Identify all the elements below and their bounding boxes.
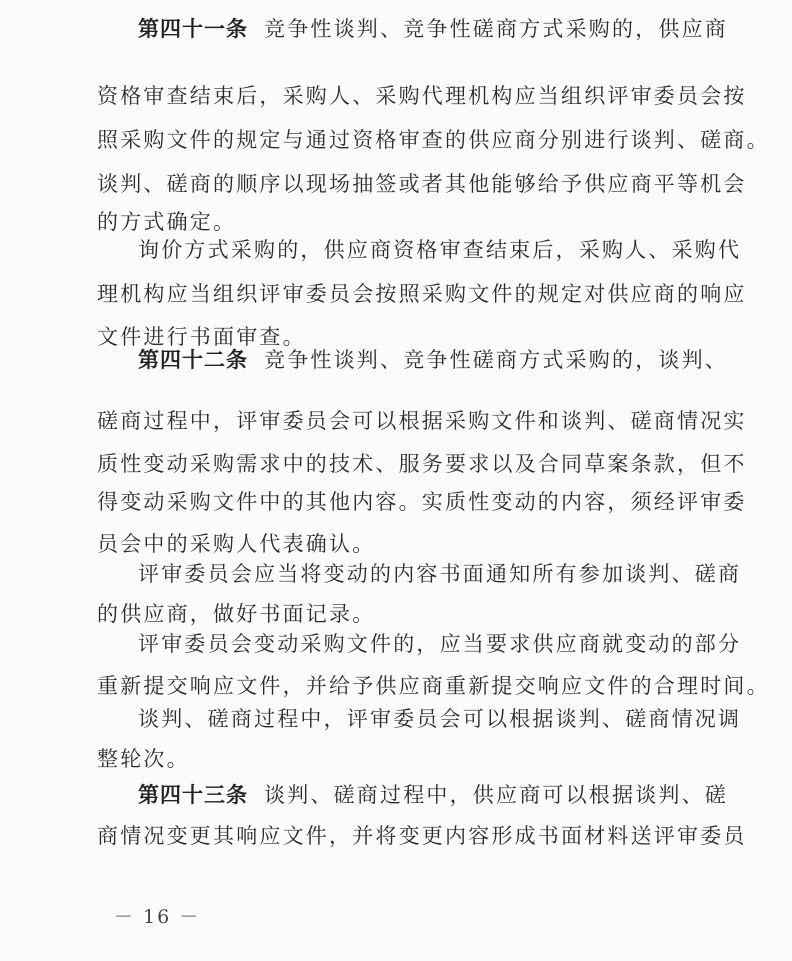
text-line — [138, 630, 742, 658]
text-line — [97, 450, 747, 478]
article-heading-line — [138, 15, 728, 43]
line-text: 文件进行书面审查。 — [97, 325, 306, 349]
text-line — [97, 822, 747, 850]
line-text: 商情况变更其响应文件，并将变更内容形成书面材料送评审委员 — [97, 824, 747, 848]
line-text: 重新提交响应文件，并给予供应商重新提交响应文件的合理时间。 — [97, 674, 770, 698]
article-number: 第四十一条 — [138, 17, 248, 41]
text-line — [97, 208, 697, 236]
text-line — [97, 82, 747, 110]
line-text: 询价方式采购的，供应商资格审查结束后，采购人、采购代 — [138, 238, 742, 262]
article-number: 第四十三条 — [138, 783, 248, 807]
line-text: 照采购文件的规定与通过资格审查的供应商分别进行谈判、磋商。 — [97, 128, 770, 152]
text-line — [138, 560, 742, 588]
line-text: 谈判、磋商的顺序以现场抽签或者其他能够给予供应商平等机会 — [97, 172, 747, 196]
line-text: 资格审查结束后，采购人、采购代理机构应当组织评审委员会按 — [97, 84, 747, 108]
line-text: 的供应商，做好书面记录。 — [97, 602, 376, 626]
text-line — [97, 488, 747, 516]
text-line — [138, 236, 742, 264]
line-text: 竞争性谈判、竞争性磋商方式采购的，谈判、 — [264, 348, 728, 372]
text-line — [97, 126, 770, 154]
line-text: 整轮次。 — [97, 747, 190, 771]
text-line — [97, 170, 747, 198]
line-text: 谈判、磋商过程中，供应商可以根据谈判、磋 — [264, 783, 728, 807]
text-line — [97, 530, 697, 558]
line-text: 竞争性谈判、竞争性磋商方式采购的，供应商 — [264, 17, 728, 41]
article-number: 第四十二条 — [138, 348, 248, 372]
line-text: 理机构应当组织评审委员会按照采购文件的规定对供应商的响应 — [97, 282, 747, 306]
article-heading-line — [138, 346, 728, 374]
text-line — [138, 705, 742, 733]
line-text: 得变动采购文件中的其他内容。实质性变动的内容，须经评审委 — [97, 490, 747, 514]
text-line — [97, 672, 770, 700]
page-number: － 16 － — [114, 906, 201, 928]
text-line — [97, 280, 747, 308]
line-text: 质性变动采购需求中的技术、服务要求以及合同草案条款，但不 — [97, 452, 747, 476]
line-text: 谈判、磋商过程中，评审委员会可以根据谈判、磋商情况调 — [138, 707, 742, 731]
text-line — [97, 745, 697, 773]
text-line — [97, 407, 747, 435]
line-text: 的方式确定。 — [97, 210, 237, 234]
line-text: 磋商过程中，评审委员会可以根据采购文件和谈判、磋商情况实 — [97, 409, 747, 433]
line-text: 评审委员会变动采购文件的，应当要求供应商就变动的部分 — [138, 632, 742, 656]
line-text: 员会中的采购人代表确认。 — [97, 532, 376, 556]
line-text: 评审委员会应当将变动的内容书面通知所有参加谈判、磋商 — [138, 562, 742, 586]
text-line — [97, 600, 697, 628]
article-heading-line — [138, 781, 728, 809]
